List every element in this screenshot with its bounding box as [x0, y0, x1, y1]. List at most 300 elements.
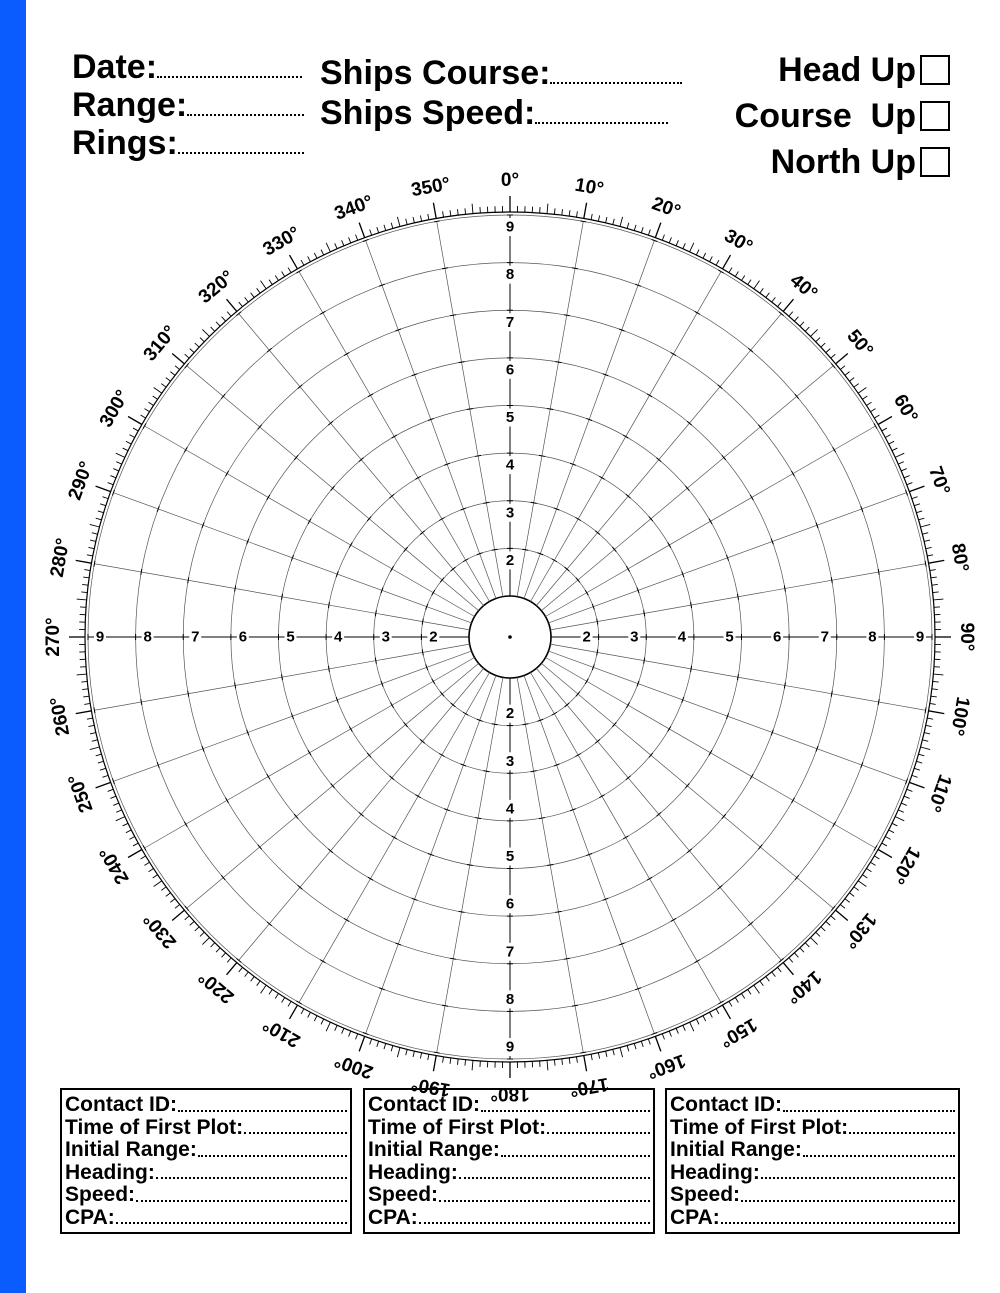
ring-number: 9 — [505, 218, 515, 236]
degree-tick — [933, 599, 943, 600]
plot-cross — [531, 771, 537, 772]
contact-id-line[interactable] — [783, 1094, 955, 1112]
degree-tick — [153, 875, 158, 878]
degree-tick — [342, 1028, 344, 1034]
plot-cross — [258, 425, 262, 430]
plot-cross — [258, 845, 262, 850]
rings-field[interactable] — [72, 126, 304, 160]
plot-cross — [597, 649, 598, 655]
degree-tick — [569, 210, 570, 216]
degree-tick — [116, 817, 125, 821]
ring-number: 7 — [505, 313, 515, 331]
ring-number: 3 — [630, 628, 639, 646]
degree-tick — [202, 329, 209, 336]
plot-cross — [644, 610, 645, 616]
plot-cross — [415, 476, 420, 479]
time-first-plot-line[interactable] — [547, 1117, 650, 1135]
rings-label: Rings: — [72, 124, 178, 162]
degree-tick — [924, 733, 930, 734]
degree-tick — [598, 1053, 599, 1059]
degree-tick — [100, 768, 106, 770]
degree-tick — [428, 1054, 429, 1060]
degree-tick — [933, 674, 943, 675]
time-first-plot-line[interactable] — [244, 1117, 347, 1135]
plot-cross — [572, 1005, 578, 1006]
degree-tick — [216, 322, 220, 326]
degree-tick — [161, 384, 166, 388]
degree-tick — [450, 1058, 451, 1064]
degree-tick — [889, 830, 894, 833]
plot-cross — [221, 875, 225, 880]
degree-tick — [81, 681, 87, 682]
degree-tick — [690, 1022, 694, 1031]
degree-tick — [76, 711, 92, 714]
plot-cross — [94, 707, 95, 713]
bearing-label: 240° — [95, 842, 134, 888]
date-line[interactable] — [157, 50, 302, 78]
degree-tick — [428, 214, 429, 220]
initial-range-row[interactable] — [670, 1139, 958, 1162]
rings-line[interactable] — [178, 126, 304, 154]
degree-tick — [794, 317, 798, 321]
degree-tick — [729, 1001, 732, 1006]
degree-tick — [723, 255, 731, 269]
ring-number: 3 — [505, 504, 515, 522]
degree-tick — [576, 211, 577, 217]
ships-speed-field[interactable] — [320, 96, 668, 130]
degree-tick — [154, 387, 162, 393]
degree-tick — [288, 268, 291, 273]
degree-tick — [892, 823, 897, 826]
plot-cross — [709, 750, 712, 755]
degree-tick — [257, 981, 261, 986]
degree-tick — [912, 497, 918, 499]
plot-cross — [459, 362, 465, 363]
degree-tick — [777, 302, 781, 307]
contact-id-row[interactable] — [670, 1094, 958, 1117]
head-up-option[interactable] — [778, 53, 950, 87]
degree-tick — [892, 448, 897, 451]
degree-tick — [885, 435, 890, 438]
plot-cross — [188, 691, 189, 697]
plot-cross — [831, 906, 835, 911]
contact-id-row[interactable] — [368, 1094, 653, 1117]
center-dot — [508, 635, 512, 639]
plot-cross — [267, 774, 270, 779]
head-up-checkbox[interactable] — [920, 55, 950, 85]
cpa-row[interactable] — [368, 1207, 653, 1230]
bearing-label: 40° — [785, 270, 822, 305]
degree-tick — [77, 599, 87, 600]
degree-tick — [282, 271, 285, 276]
degree-tick — [126, 441, 131, 444]
initial-range-line[interactable] — [501, 1139, 650, 1157]
heading-row[interactable] — [65, 1162, 350, 1185]
degree-tick — [172, 354, 184, 364]
degree-tick — [562, 1059, 563, 1065]
plot-cross — [722, 814, 726, 819]
degree-tick — [113, 803, 119, 805]
degree-tick — [76, 560, 92, 563]
degree-tick — [245, 972, 249, 977]
degree-tick — [696, 1019, 699, 1024]
degree-tick — [96, 754, 102, 756]
speed-row[interactable] — [670, 1184, 958, 1207]
contact-id-row[interactable] — [65, 1094, 350, 1117]
time-first-plot-row[interactable] — [670, 1117, 958, 1140]
plot-cross — [599, 795, 604, 798]
side-bar — [0, 0, 26, 1293]
degree-tick — [96, 782, 111, 787]
plot-cross — [236, 958, 241, 962]
plot-cross — [391, 566, 394, 571]
plot-cross — [483, 771, 489, 772]
cpa-row[interactable] — [65, 1207, 350, 1230]
degree-tick — [669, 1031, 671, 1037]
plot-cross — [349, 726, 352, 731]
degree-tick — [406, 219, 407, 225]
plot-cross — [226, 798, 229, 803]
bearing-label: 260° — [46, 695, 75, 738]
degree-tick — [90, 747, 100, 750]
plot-cross — [687, 849, 692, 853]
degree-tick — [554, 208, 555, 214]
plot-cross — [626, 494, 631, 498]
degree-tick — [922, 740, 928, 741]
course-up-option[interactable] — [735, 99, 950, 133]
degree-tick — [457, 209, 458, 215]
degree-tick — [195, 343, 199, 347]
degree-tick — [406, 1049, 407, 1055]
degree-tick — [748, 989, 751, 994]
degree-tick — [144, 862, 149, 865]
degree-tick — [627, 1046, 629, 1052]
degree-tick — [116, 453, 125, 457]
degree-tick — [907, 789, 913, 791]
degree-tick — [919, 518, 925, 520]
degree-tick — [175, 904, 180, 908]
degree-tick — [690, 243, 694, 252]
degree-tick — [141, 856, 146, 859]
plot-cross — [404, 547, 408, 552]
ring-number: 6 — [505, 361, 515, 379]
time-first-plot-label: Time of First Plot: — [368, 1115, 547, 1139]
degree-tick — [878, 417, 892, 425]
degree-tick — [748, 280, 751, 285]
plot-cross — [440, 578, 444, 583]
plot-cross — [451, 567, 456, 571]
bearing-label: 170° — [568, 1072, 611, 1101]
degree-tick — [314, 1016, 317, 1021]
ring-number: 3 — [381, 628, 390, 646]
degree-tick — [133, 843, 138, 846]
plot-cross — [463, 559, 468, 562]
degree-tick — [821, 343, 825, 347]
plot-cross — [236, 312, 241, 316]
plot-cross — [296, 1001, 301, 1004]
degree-tick — [123, 823, 128, 826]
degree-tick — [185, 354, 190, 358]
heading-label: Heading: — [670, 1160, 760, 1184]
plot-cross — [404, 722, 408, 727]
time-first-plot-row[interactable] — [65, 1117, 350, 1140]
bearing-label: 340° — [331, 191, 376, 225]
degree-tick — [854, 887, 859, 891]
ships-course-label: Ships Course: — [320, 54, 551, 92]
degree-tick — [854, 384, 859, 388]
range-field[interactable] — [72, 88, 304, 122]
bearing-label: 300° — [95, 386, 134, 432]
degree-tick — [878, 850, 892, 858]
degree-tick — [227, 299, 237, 311]
degree-tick — [840, 366, 845, 370]
plot-cross — [368, 394, 373, 397]
plot-cross — [552, 559, 557, 562]
degree-tick — [800, 948, 804, 952]
cpa-line[interactable] — [116, 1207, 347, 1225]
degree-tick — [82, 689, 88, 690]
bearing-label: 130° — [839, 908, 881, 953]
degree-tick — [794, 953, 798, 957]
speed-line[interactable] — [136, 1184, 347, 1202]
degree-tick — [554, 1060, 555, 1066]
plot-cross — [367, 753, 371, 758]
bearing-label: 280° — [46, 536, 75, 579]
degree-tick — [326, 243, 330, 252]
cpa-line[interactable] — [419, 1207, 650, 1225]
plot-cross — [737, 674, 738, 680]
degree-tick — [710, 256, 713, 261]
degree-tick — [200, 932, 204, 936]
bearing-label: 230° — [139, 908, 181, 953]
plot-cross — [281, 594, 282, 600]
time-first-plot-row[interactable] — [368, 1117, 653, 1140]
plot-cross — [612, 722, 616, 727]
degree-tick — [729, 268, 732, 273]
initial-range-row[interactable] — [65, 1139, 350, 1162]
plot-cross — [432, 679, 435, 684]
plot-cross — [691, 666, 692, 672]
ring-number: 5 — [286, 628, 295, 646]
plot-cross — [331, 784, 335, 789]
date-field[interactable] — [72, 50, 302, 84]
plot-cross — [580, 1052, 586, 1053]
plot-cross — [442, 268, 448, 269]
plot-cross — [595, 739, 600, 743]
cpa-line[interactable] — [721, 1207, 955, 1225]
ring-number: 9 — [95, 628, 105, 646]
plot-cross — [564, 958, 570, 959]
degree-tick — [789, 312, 793, 317]
degree-tick — [919, 754, 925, 756]
ships-course-field[interactable] — [320, 56, 682, 90]
speed-row[interactable] — [65, 1184, 350, 1207]
speed-line[interactable] — [439, 1184, 650, 1202]
degree-tick — [90, 524, 100, 527]
time-first-plot-line[interactable] — [849, 1117, 955, 1135]
plot-cross — [671, 918, 676, 921]
ring-number: 2 — [505, 705, 515, 723]
ring-number: 8 — [505, 266, 515, 284]
degree-tick — [154, 881, 162, 887]
plot-cross — [709, 519, 712, 524]
degree-tick — [377, 1041, 379, 1047]
plot-cross — [392, 435, 397, 438]
degree-tick — [384, 1043, 386, 1049]
speed-row[interactable] — [368, 1184, 653, 1207]
time-first-plot-label: Time of First Plot: — [670, 1115, 849, 1139]
plot-cross — [547, 408, 553, 409]
degree-tick — [576, 1057, 577, 1063]
degree-tick — [662, 235, 664, 241]
plot-cross — [267, 495, 270, 500]
degree-tick — [723, 1005, 731, 1019]
plot-cross — [475, 455, 481, 456]
plot-cross — [344, 918, 349, 921]
degree-tick — [377, 227, 379, 233]
heading-line[interactable] — [459, 1162, 650, 1180]
heading-line[interactable] — [156, 1162, 347, 1180]
initial-range-row[interactable] — [368, 1139, 653, 1162]
degree-tick — [77, 674, 87, 675]
degree-tick — [110, 796, 116, 798]
degree-tick — [866, 402, 871, 405]
cpa-row[interactable] — [670, 1207, 958, 1230]
bearing-label: 90° — [955, 622, 977, 652]
ring-number: 5 — [505, 848, 515, 865]
degree-tick — [655, 223, 660, 238]
degree-tick — [569, 1058, 570, 1064]
degree-tick — [342, 240, 344, 246]
degree-tick — [391, 223, 393, 229]
bearing-label: 30° — [720, 225, 756, 258]
degree-tick — [889, 441, 894, 444]
ring-number: 5 — [725, 628, 734, 646]
radar-plotting-sheet[interactable] — [43, 170, 977, 1104]
bearing-label: 350° — [409, 173, 452, 202]
degree-tick — [924, 540, 930, 541]
bearing-label: 80° — [946, 541, 973, 574]
degree-tick — [472, 1060, 473, 1070]
plot-cross — [878, 569, 879, 575]
plot-cross — [422, 649, 423, 655]
ring-number: 7 — [505, 943, 515, 961]
heading-row[interactable] — [368, 1162, 653, 1185]
degree-tick — [662, 1034, 664, 1040]
plot-cross — [349, 542, 352, 547]
degree-tick — [862, 396, 867, 399]
degree-tick — [735, 997, 738, 1002]
speed-line[interactable] — [741, 1184, 955, 1202]
degree-tick — [370, 1039, 372, 1045]
plot-cross — [649, 517, 653, 522]
degree-tick — [922, 533, 928, 534]
plot-cross — [779, 958, 784, 962]
plot-cross — [556, 362, 562, 363]
north-up-option[interactable] — [771, 145, 950, 179]
plot-cross — [375, 610, 376, 616]
ring-number: 5 — [505, 409, 515, 426]
degree-tick — [547, 204, 548, 214]
degree-tick — [420, 215, 421, 221]
degree-tick — [195, 927, 199, 931]
degree-tick — [741, 993, 744, 998]
degree-tick — [885, 837, 890, 840]
ring-number: 7 — [820, 628, 829, 646]
degree-tick — [696, 250, 699, 255]
range-line[interactable] — [187, 88, 304, 116]
degree-tick — [149, 868, 154, 871]
plot-cross — [267, 348, 272, 352]
degree-tick — [741, 276, 744, 281]
degree-tick — [251, 293, 255, 298]
heading-line[interactable] — [761, 1162, 955, 1180]
plot-cross — [657, 458, 662, 462]
contact-id-line[interactable] — [481, 1094, 650, 1112]
plot-cross — [737, 594, 738, 600]
degree-tick — [933, 592, 939, 593]
degree-tick — [907, 483, 913, 485]
degree-tick — [83, 577, 89, 578]
initial-range-line[interactable] — [198, 1139, 347, 1157]
plot-cross — [221, 394, 225, 399]
plot-cross — [390, 776, 395, 780]
degree-tick — [275, 276, 278, 281]
ships-speed-line[interactable] — [535, 96, 668, 124]
plot-cross — [451, 703, 456, 707]
course-up-checkbox[interactable] — [920, 101, 950, 131]
plot-cross — [750, 495, 753, 500]
north-up-checkbox[interactable] — [920, 147, 950, 177]
plot-cross — [784, 683, 785, 689]
contact-id-label: Contact ID: — [65, 1093, 177, 1116]
degree-tick — [862, 875, 867, 878]
degree-tick — [840, 904, 845, 908]
ring-number: 4 — [505, 456, 515, 474]
degree-tick — [413, 217, 414, 223]
plot-cross — [459, 911, 465, 912]
degree-tick — [128, 417, 142, 425]
contact-card — [363, 1088, 655, 1234]
degree-tick — [81, 592, 87, 593]
plot-cross — [375, 658, 376, 664]
plot-cross — [791, 471, 794, 476]
plot-cross — [750, 774, 753, 779]
degree-tick — [606, 1051, 607, 1057]
ships-course-line[interactable] — [550, 56, 682, 84]
degree-tick — [83, 696, 89, 697]
initial-range-line[interactable] — [803, 1139, 955, 1157]
head-up-label: Head Up — [778, 51, 916, 89]
degree-tick — [683, 1025, 685, 1030]
degree-tick — [927, 555, 933, 556]
degree-tick — [260, 281, 266, 289]
plot-cross — [791, 798, 794, 803]
heading-row[interactable] — [670, 1162, 958, 1185]
plot-cross — [294, 814, 298, 819]
plot-cross — [226, 471, 229, 476]
bearing-label: 330° — [259, 222, 305, 261]
degree-tick — [760, 288, 764, 293]
plot-cross — [779, 312, 784, 316]
contact-id-line[interactable] — [178, 1094, 347, 1112]
plot-cross — [141, 569, 142, 575]
bearing-label: 0° — [500, 170, 520, 192]
degree-tick — [858, 387, 866, 393]
degree-tick — [102, 775, 108, 777]
initial-range-label: Initial Range: — [65, 1138, 197, 1161]
degree-tick — [282, 997, 285, 1002]
